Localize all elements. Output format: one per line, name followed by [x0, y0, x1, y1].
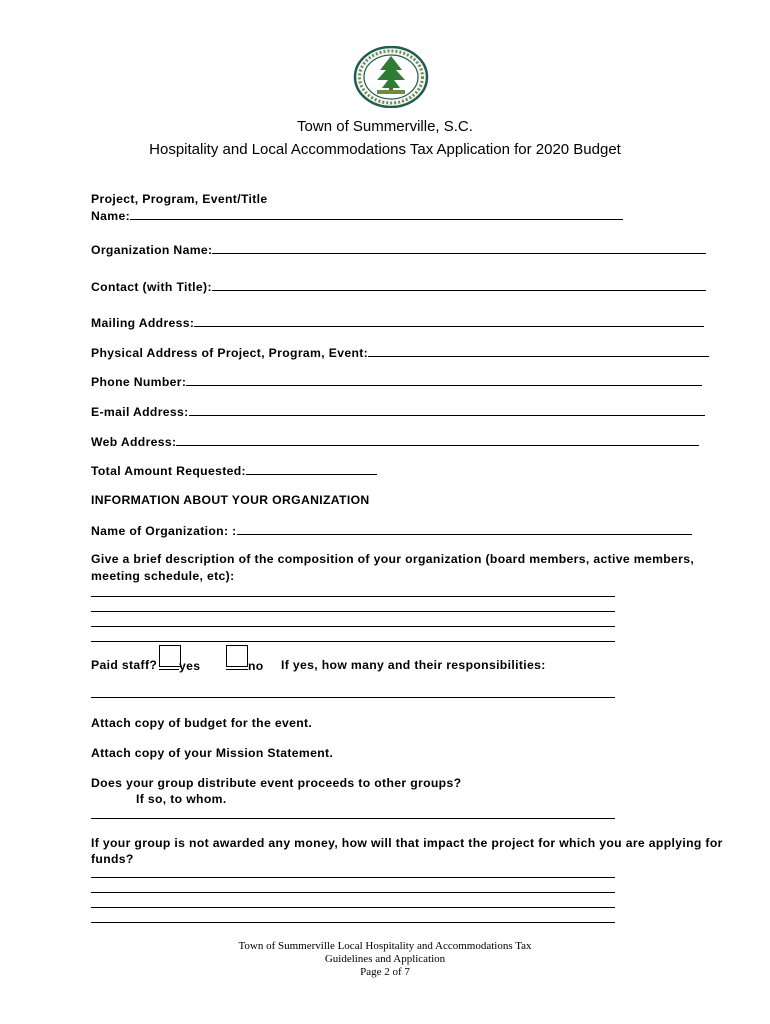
- attach-budget-text: Attach copy of budget for the event.: [91, 716, 313, 730]
- footer-line2: Guidelines and Application: [324, 953, 446, 965]
- name-of-org-label: Name of Organization: :: [91, 524, 237, 538]
- description-answer-line[interactable]: [91, 641, 615, 642]
- web-label: Web Address:: [91, 435, 177, 449]
- project-name-input[interactable]: [130, 208, 623, 220]
- phone-input[interactable]: [186, 374, 702, 386]
- distribute-question: Does your group distribute event proceeds to other groups?: [91, 776, 462, 790]
- name-of-org-input[interactable]: [237, 523, 692, 535]
- footer: [0, 940, 770, 979]
- physical-address-row: [91, 345, 709, 360]
- mailing-address-label: Mailing Address:: [91, 316, 195, 330]
- total-row: [91, 463, 377, 478]
- organization-name-input[interactable]: [212, 242, 706, 254]
- impact-question-line1: If your group is not awarded any money, how will that impact the project for which you are applying for: [91, 836, 723, 850]
- mailing-address-row: [91, 315, 704, 330]
- name-of-org-row: [91, 523, 692, 538]
- impact-answer-line[interactable]: [91, 877, 615, 878]
- email-input[interactable]: [189, 404, 705, 416]
- total-label: Total Amount Requested:: [91, 464, 246, 478]
- town-seal-logo: [353, 46, 429, 108]
- total-input[interactable]: [246, 463, 377, 475]
- paid-staff-yes-row: [159, 658, 200, 673]
- contact-row: [91, 279, 706, 294]
- web-row: [91, 434, 699, 449]
- impact-answer-line[interactable]: [91, 922, 615, 923]
- paid-staff-label: Paid staff?: [91, 658, 158, 672]
- responsibilities-answer-line[interactable]: [91, 697, 615, 698]
- section-heading: INFORMATION ABOUT YOUR ORGANIZATION: [91, 493, 370, 507]
- contact-input[interactable]: [212, 279, 706, 291]
- page-number: Page 2 of 7: [360, 966, 410, 978]
- document-subtitle: Hospitality and Local Accommodations Tax Application for 2020 Budget: [149, 141, 621, 158]
- no-label: no: [248, 659, 264, 673]
- impact-question-line2: funds?: [91, 852, 134, 866]
- mailing-address-input[interactable]: [194, 315, 704, 327]
- yes-label: yes: [179, 659, 201, 673]
- document-title: Town of Summerville, S.C.: [297, 118, 473, 135]
- physical-address-input[interactable]: [368, 345, 709, 357]
- description-prompt-line1: Give a brief description of the composition of your organization (board members, active members,: [91, 552, 695, 566]
- responsibilities-label: If yes, how many and their responsibilities:: [281, 658, 546, 672]
- phone-row: [91, 374, 702, 389]
- organization-name-label: Organization Name:: [91, 243, 213, 257]
- physical-address-label: Physical Address of Project, Program, Event:: [91, 346, 369, 360]
- phone-label: Phone Number:: [91, 375, 187, 389]
- if-so-text: If so, to whom.: [136, 792, 227, 806]
- no-underline: [226, 658, 248, 670]
- paid-staff-no-row: [226, 658, 264, 673]
- description-answer-line[interactable]: [91, 611, 615, 612]
- description-answer-line[interactable]: [91, 596, 615, 597]
- contact-label: Contact (with Title):: [91, 280, 212, 294]
- impact-answer-line[interactable]: [91, 907, 615, 908]
- description-prompt-line2: meeting schedule, etc):: [91, 569, 235, 583]
- impact-answer-line[interactable]: [91, 892, 615, 893]
- attach-mission-text: Attach copy of your Mission Statement.: [91, 746, 334, 760]
- web-input[interactable]: [176, 434, 699, 446]
- footer-line1: Town of Summerville Local Hospitality and Accommodations Tax: [238, 940, 532, 952]
- description-answer-line[interactable]: [91, 626, 615, 627]
- yes-underline: [159, 658, 179, 670]
- project-title-label: Project, Program, Event/Title: [91, 192, 268, 206]
- project-name-label: Name:: [91, 209, 131, 223]
- email-label: E-mail Address:: [91, 405, 189, 419]
- project-name-row: [91, 208, 623, 223]
- distribute-answer-line[interactable]: [91, 818, 615, 819]
- organization-name-row: [91, 242, 706, 257]
- email-row: [91, 404, 705, 419]
